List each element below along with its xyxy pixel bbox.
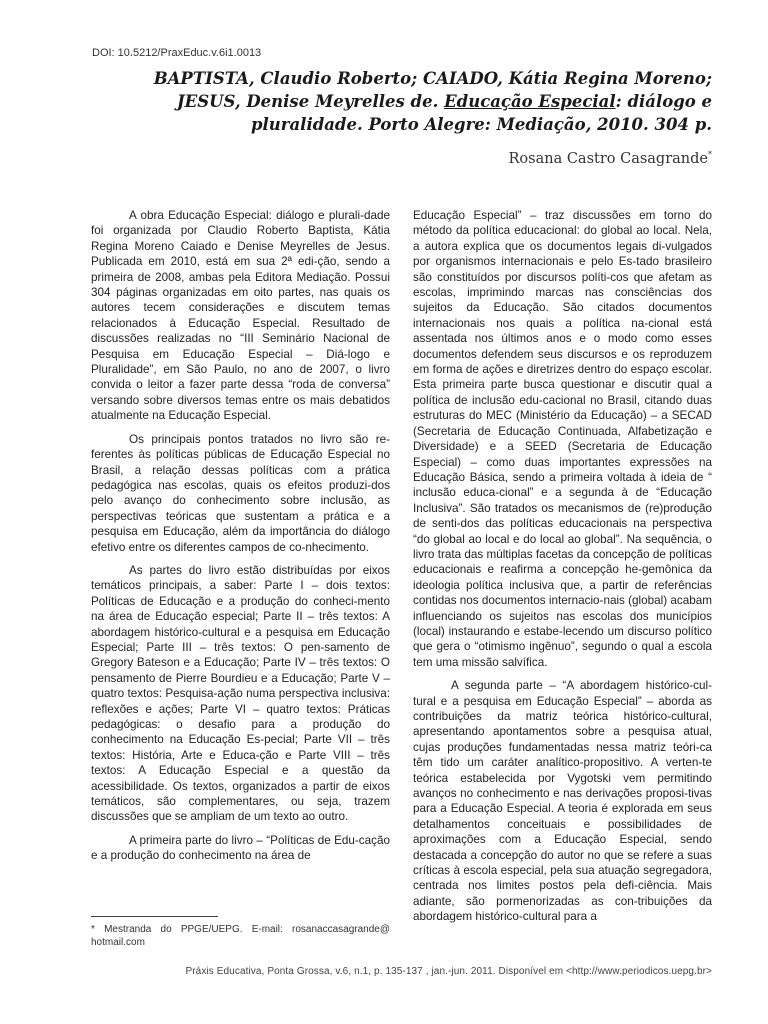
reviewer-name: Rosana Castro Casagrande xyxy=(508,150,708,167)
reviewer-byline xyxy=(509,150,713,167)
paragraph: Os principais pontos tratados no livro são re-ferentes às políticas públicas de Educação Especial no Brasil, a relação dessas políticas com a prática pedagógica nas escolas, quais os efeitos produzi-dos pelo avanço do conhecimento sobre inclusão, as perspectivas teóricas que sustentam a prática e a pesquisa em Educação, além da importância do diálogo efetivo entre os diferentes campos de co-nhecimento. xyxy=(91,432,390,554)
paragraph: A segunda parte – “A abordagem histórico-cul-tural e a pesquisa em Educação Especial” – aborda as contribuições da matriz teórica histórico-cultural, apresentando apontamentos sobre a pesquisa atual, cujas produções fundamentadas nessa matriz teóri-ca têm tido um caráter analítico-propositivo. A verten-te teórica estabelecida por Vygotski vem permitindo avanços no conhecimento e nas derivações proposi-tivas para a Educação Especial. A teoria é explorada em seus detalhamentos conceituais e possibilidades de aproximações com a Educação Especial, sendo destacada a concepção do autor no que se refere a suas críticas à escola especial, pela sua atuação segregadora, centrada nos limites postos pela defi-ciência. Mais adiante, são pormenorizadas as con-tribuições da abordagem histórico-cultural para a xyxy=(413,679,712,924)
footnote-marker: * xyxy=(708,150,712,159)
citation-authors: BAPTISTA, Claudio Roberto; CAIADO, Kátia Regina Moreno; JESUS, Denise Meyrelles de. xyxy=(153,69,712,111)
right-text-column xyxy=(413,208,712,933)
footnote-divider xyxy=(91,916,218,917)
paragraph: As partes do livro estão distribuídas por eixos temáticos principais, a saber: Parte I – dois textos: Políticas de Educação e a produção do conheci-mento na área de Educação especial; Parte II – três textos: A abordagem histórico-cultural e a pesquisa em Educação Especial; Parte III – três textos: O pen-samento de Gregory Bateson e a Educação; Parte IV – três textos: O pensamento de Pierre Bourdieu e a Educação; Parte V – quatro textos: Pesquisa-ação numa perspectiva inclusiva: reflexões e ações; Parte VI – quatro textos: Práticas pedagógicas: o desafio para a produção do conhecimento na Educação Es-pecial; Parte VII – três textos: História, Arte e Educa-ção e Parte VIII – três textos: A Educação Especial e a questão da acessibilidade. Os textos, organizados a partir de eixos temáticos, são complementares, ou seja, trazem discussões que se ampliam de um texto ao outro. xyxy=(91,563,390,824)
footnote: * Mestranda do PPGE/UEPG. E-mail: rosanaccasagrande@ hotmail.com xyxy=(91,924,390,948)
journal-footer: Práxis Educativa, Ponta Grossa, v.6, n.1, p. 135-137 , jan.-jun. 2011. Disponível em <http://www.periodicos.uepg.br> xyxy=(185,966,712,977)
paragraph-continued: Educação Especial” – traz discussões em torno do método da política educacional: do global ao local. Nela, a autora explica que os documentos legais di-vulgados por organismos internacionais e pelo Es-tado brasileiro são constituídos por discursos políti-cos que afetam as escolas, imprimindo marcas nas consciências dos sujeitos da Educação. São citados documentos internacionais nos quais a política na-cional está assentada nos últimos anos e o modo como esses documentos defendem seus discursos e os reproduzem em forma de ações e diretrizes dentro do espaço escolar. Esta primeira parte busca questionar e discutir qual a política de inclusão edu-cacional no Brasil, citando duas estruturas do MEC (Ministério da Educação) – a SECAD (Secretaria de Educação Continuada, Alfabetização e Diversidade) e a SEED (Secretaria de Educação Especial) – como duas importantes expressões na Educação Básica, sendo a primeira voltada à ideia de “ inclusão educa-cional” e a segunda à de “Educação Inclusiva”. São tratados os mecanismos de (re)produção de senti-dos das políticas educacionais na perspectiva “do global ao local e do local ao global”. Na sequência, o livro trata das múltiplas facetas da concepção de políticas educacionais e reafirma a concepção he-gemônica da ideologia política inclusiva que, a partir de referências contidas nos documentos internacio-nais (global) acabam influenciando os sujeitos nas escolas dos municípios (local) instaurando e estabe-lecendo um discurso político que gera o “otimismo ingênuo”, segundo o qual a escola tem uma missão salvífica. xyxy=(413,209,712,669)
paragraph: A obra Educação Especial: diálogo e plurali-dade foi organizada por Claudio Roberto Baptista, Kátia Regina Moreno Caiado e Denise Meyrelles de Jesus. Publicada em 2010, está em sua 2ª edi-ção, sendo a primeira de 2008, ambas pela Editora Mediação. Possui 304 páginas organizadas em oito partes, nas quais os autores tecem considerações e discutem temas relacionados à Educação Especial. Resultado de discussões realizadas no “III Seminário Nacional de Pesquisa em Educação Especial – Diá-logo e Pluralidade”, em São Paulo, no ano de 2007, o livro convida o leitor a fazer parte dessa “roda de conversa” versando sobre diversos temas entre os mais debatidos atualmente na Educação Especial. xyxy=(91,209,390,423)
left-text-column xyxy=(91,208,390,872)
doi-identifier: DOI: 10.5212/PraxEduc.v.6i1.0013 xyxy=(92,47,262,59)
citation-book-title: Educação Especial xyxy=(444,92,616,111)
citation-details: : diálogo e pluralidade. Porto Alegre: Mediação, 2010. 304 p. xyxy=(250,92,712,134)
paragraph: A primeira parte do livro – “Políticas de Edu-cação e a produção do conhecimento na área de xyxy=(91,833,390,863)
book-citation xyxy=(92,67,712,136)
